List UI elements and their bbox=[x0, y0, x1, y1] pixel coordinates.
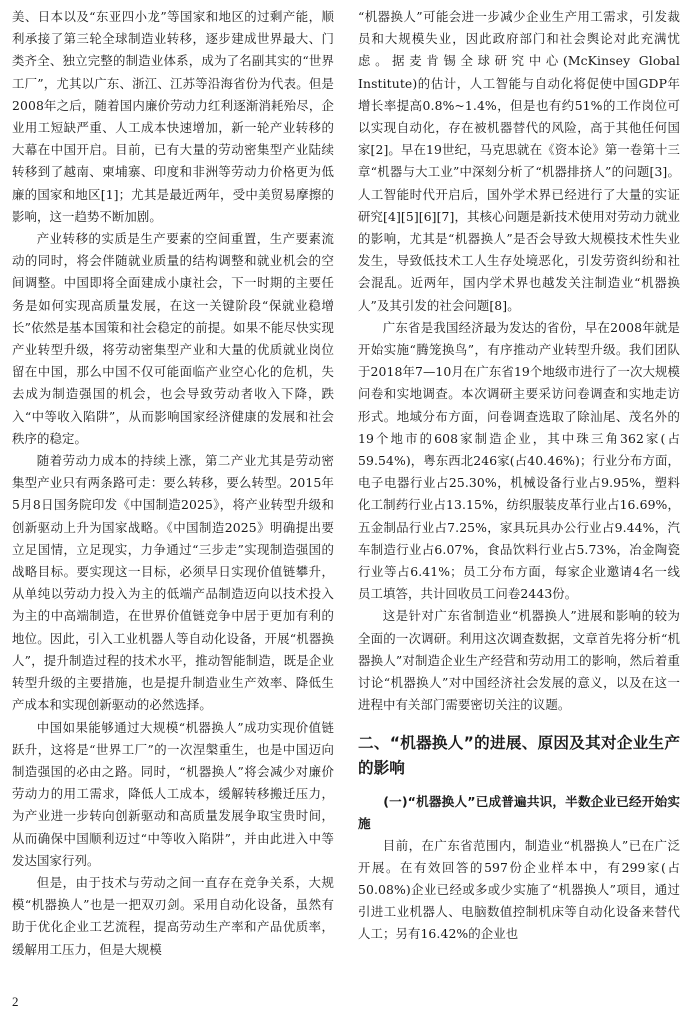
paragraph: 产业转移的实质是生产要素的空间重置，生产要素流动的同时，将会伴随就业质量的结构调整和就业机会的空间调整。中国即将全面建成小康社会，下一时期的主要任务是如何实现高质量发展，在这一关键阶段“保就业稳增长”依然是基本国策和社会稳定的前提。如果不能尽快实现产业转型升级，将劳动密集型产业和大量的优质就业岗位留在中国，那么中国不仅可能面临产业空心化的危机，失去成为制造强国的机会，也会导致劳动者收入下降，跌入“中等收入陷阱”，从而影响国家经济健康的发展和社会秩序的稳定。 bbox=[12, 231, 334, 446]
paragraph: 这是针对广东省制造业“机器换人”进展和影响的较为全面的一次调研。利用这次调查数据，文章首先将分析“机器换人”对制造企业生产经营和劳动用工的影响，然后着重讨论“机器换人”对中国经济社会发展的意义，以及在这一进程中有关部门需要密切关注的议题。 bbox=[358, 608, 680, 713]
paragraph: 随着劳动力成本的持续上涨，第二产业尤其是劳动密集型产业只有两条路可走：要么转移，要么转型。2015年5月8日国务院印发《中国制造2025》，将产业转型升级和创新驱动上升为国家战略。《中国制造2025》明确提出要立足国情，立足现实，力争通过“三步走”实现制造强国的战略目标。要实现这一目标，必须早日实现价值链攀升，从单纯以劳动力投入为主的低端产品制造迈向以技术投入为主的中高端制造，在世界价值链竞争中居于更加有利的地位。因此，引入工业机器人等自动化设备，开展“机器换人”，提升制造过程的技术水平，推动智能制造，既是企业转型升级的主要措施，也是提升制造业生产效率、降低生产成本和实现创新驱动的必然选择。 bbox=[12, 453, 334, 713]
paragraph: 中国如果能够通过大规模“机器换人”成功实现价值链跃升，这将是“世界工厂”的一次涅槃重生，也是中国迈向制造强国的必由之路。同时，“机器换人”将会减少对廉价劳动力的用工需求，降低人工成本，缓解转移搬迁压力，为产业进一步转向创新驱动和高质量发展争取宝贵时间，从而确保中国顺利迈过“中等收入陷阱”，并由此进入中等发达国家行列。 bbox=[12, 719, 334, 868]
subsection-heading: (一)“机器换人”已成普遍共识，半数企业已经开始实施 bbox=[358, 793, 680, 831]
paragraph: 广东省是我国经济最为发达的省份，早在2008年就是开始实施“腾笼换鸟”，有序推动产业转型升级。我们团队于2018年7—10月在广东省19个地级市进行了一次大规模问卷和实地调查。本次调研主要采访问卷调查和实地走访形式。地域分布方面，问卷调查选取了除汕尾、茂名外的19个地市的608家制造企业，其中珠三角362家(占59.54%)，粤东西北246家(占40.46%)；行业分布方面，电子电器行业占25.30%，机械设备行业占9.95%，塑料化工制药行业占13.15%，纺织服装皮革行业占16.69%，五金制品行业占7.25%，家具玩具办公行业占9.44%，汽车制造行业占6.07%，食品饮料行业占5.73%，冶金陶瓷行业等占6.41%；员工分布方面，每家企业邀请4名一线员工填答，共计回收员工问卷2443份。 bbox=[358, 319, 680, 602]
paragraph: “机器换人”可能会进一步减少企业生产用工需求，引发裁员和大规模失业，因此政府部门和社会舆论对此充满忧虑。据麦肯锡全球研究中心(McKinsey Global Institute)的估计，人工智能与自动化将促使中国GDP年增长率提高0.8%~1.4%，但是也有约51%的工作岗位可以实现自动化，存在被机器替代的风险，高于其他任何国家[2]。早在19世纪，马克思就在《资本论》第一卷第十三章“机器与大工业”中深刻分析了“机器排挤人”的问题[3]。人工智能时代开启后，国外学术界已经进行了大量的实证研究[4][5][6][7]，其核心问题是新技术使用对劳动力就业的影响，尤其是“机器换人”是否会导致大规模技术性失业发生，导致低技术工人生存处境恶化，引发劳资纠纷和社会混乱。近两年，国内学术界也越发关注制造业“机器换人”及其引发的社会问题[8]。 bbox=[358, 9, 680, 313]
paragraph: 但是，由于技术与劳动之间一直存在竞争关系，大规模“机器换人”也是一把双刃剑。采用自动化设备，虽然有助于优化企业工艺流程，提高劳动生产率和产品优质率，缓解用工压力，但是大规模 bbox=[12, 874, 334, 957]
paragraph: 美、日本以及“东亚四小龙”等国家和地区的过剩产能，顺利承接了第三轮全球制造业转移，逐步建成世界最大、门类齐全、独立完整的制造业体系，成为了名副其实的“世界工厂”，尤其以广东、浙江、江苏等沿海省份为代表。但是2008年之后，随着国内廉价劳动力红利逐渐消耗殆尽，企业用工短缺严重、人工成本快速增加，新一轮产业转移的大幕在中国开启。目前，已有大量的劳动密集型产业陆续转移到了越南、柬埔寨、印度和非洲等劳动力价格更为低廉的国家和地区[1]；尤其是最近两年，受中美贸易摩擦的影响，这一趋势不断加剧。 bbox=[12, 9, 334, 224]
page-number: 2 bbox=[12, 994, 19, 1009]
section-heading: 二、“机器换人”的进展、原因及其对企业生产的影响 bbox=[358, 733, 680, 777]
paragraph: 目前，在广东省范围内，制造业“机器换人”已在广泛开展。在有效回答的597份企业样本中，有299家(占50.08%)企业已经或多或少实施了“机器换人”项目，通过引进工业机器人、电脑数值控制机床等自动化设备来替代人工；另有16.42%的企业也 bbox=[358, 837, 680, 942]
left-column bbox=[12, 6, 334, 961]
right-column bbox=[358, 6, 680, 946]
